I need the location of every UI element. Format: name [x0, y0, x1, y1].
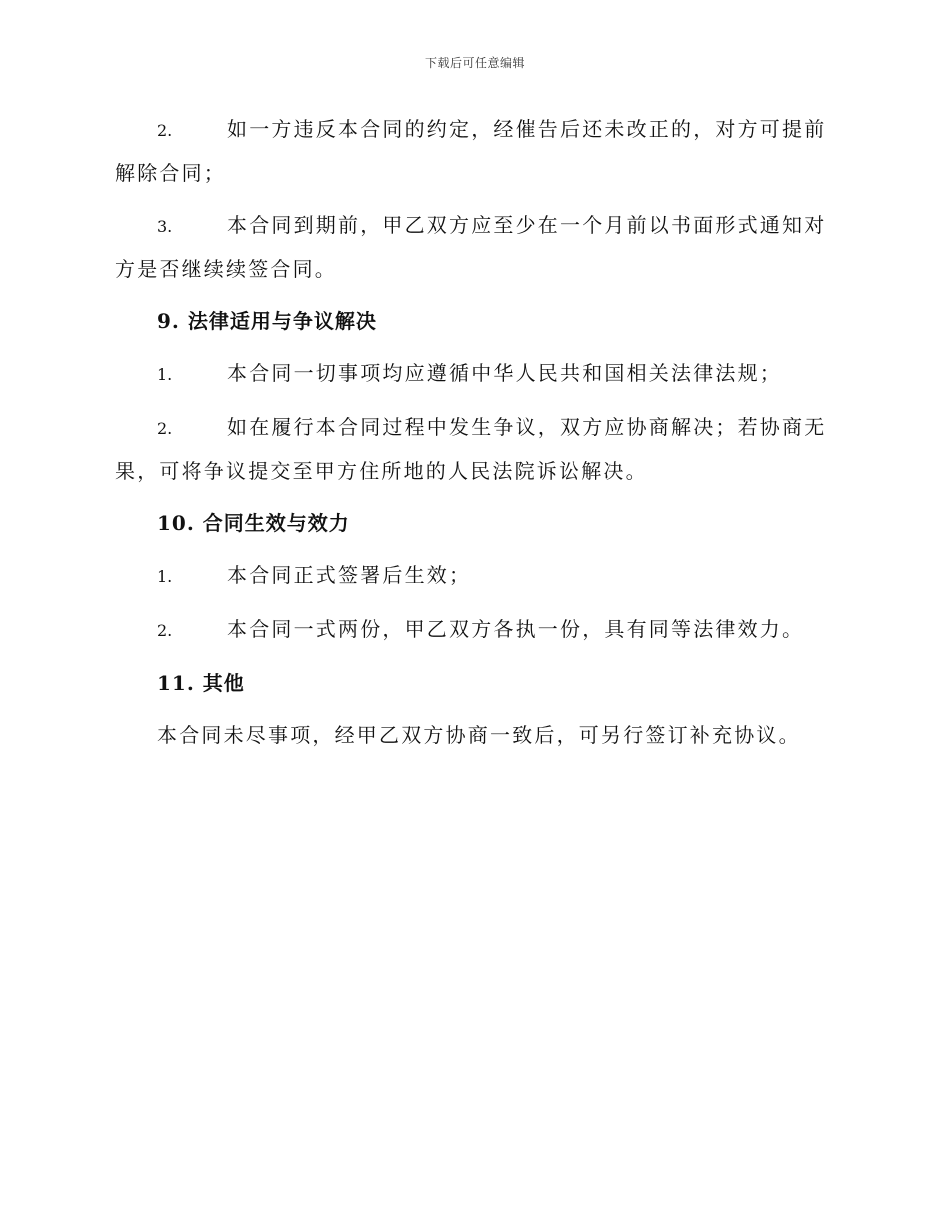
page-header: 下载后可任意编辑 — [424, 56, 525, 70]
clause-number: 1. — [157, 365, 173, 384]
clause-item — [115, 352, 835, 396]
clause-text: 如在履行本合同过程中发生争议，双方应协商解决；若协商无果，可将争议提交至甲方住所地的人民法院诉讼解决。 — [115, 415, 827, 483]
clause-text: 本合同到期前，甲乙双方应至少在一个月前以书面形式通知对方是否继续续签合同。 — [115, 213, 827, 281]
clause-item — [115, 554, 835, 598]
clause-text: 如一方违反本合同的约定，经催告后还未改正的，对方可提前解除合同； — [115, 117, 827, 185]
clause-number: 1. — [157, 567, 173, 586]
clause-text: 本合同一切事项均应遵循中华人民共和国相关法律法规； — [227, 361, 782, 385]
clause-number: 2. — [157, 419, 173, 438]
section-heading: 9. 法律适用与争议解决 — [157, 309, 377, 333]
clause-text: 本合同正式签署后生效； — [227, 563, 472, 587]
clause-text: 本合同一式两份，甲乙双方各执一份，具有同等法律效力。 — [227, 617, 805, 641]
clause-item — [115, 204, 835, 290]
clause-item — [115, 108, 835, 194]
clause-number: 2. — [157, 121, 173, 140]
clause-number: 3. — [157, 217, 173, 236]
document-body — [115, 108, 835, 756]
paragraph-text: 本合同未尽事项，经甲乙双方协商一致后，可另行签订补充协议。 — [157, 723, 801, 747]
clause-number: 2. — [157, 621, 173, 640]
section-heading: 10. 合同生效与效力 — [157, 511, 350, 535]
clause-item — [115, 406, 835, 492]
section-heading: 11. 其他 — [157, 671, 245, 695]
clause-item — [115, 608, 835, 652]
